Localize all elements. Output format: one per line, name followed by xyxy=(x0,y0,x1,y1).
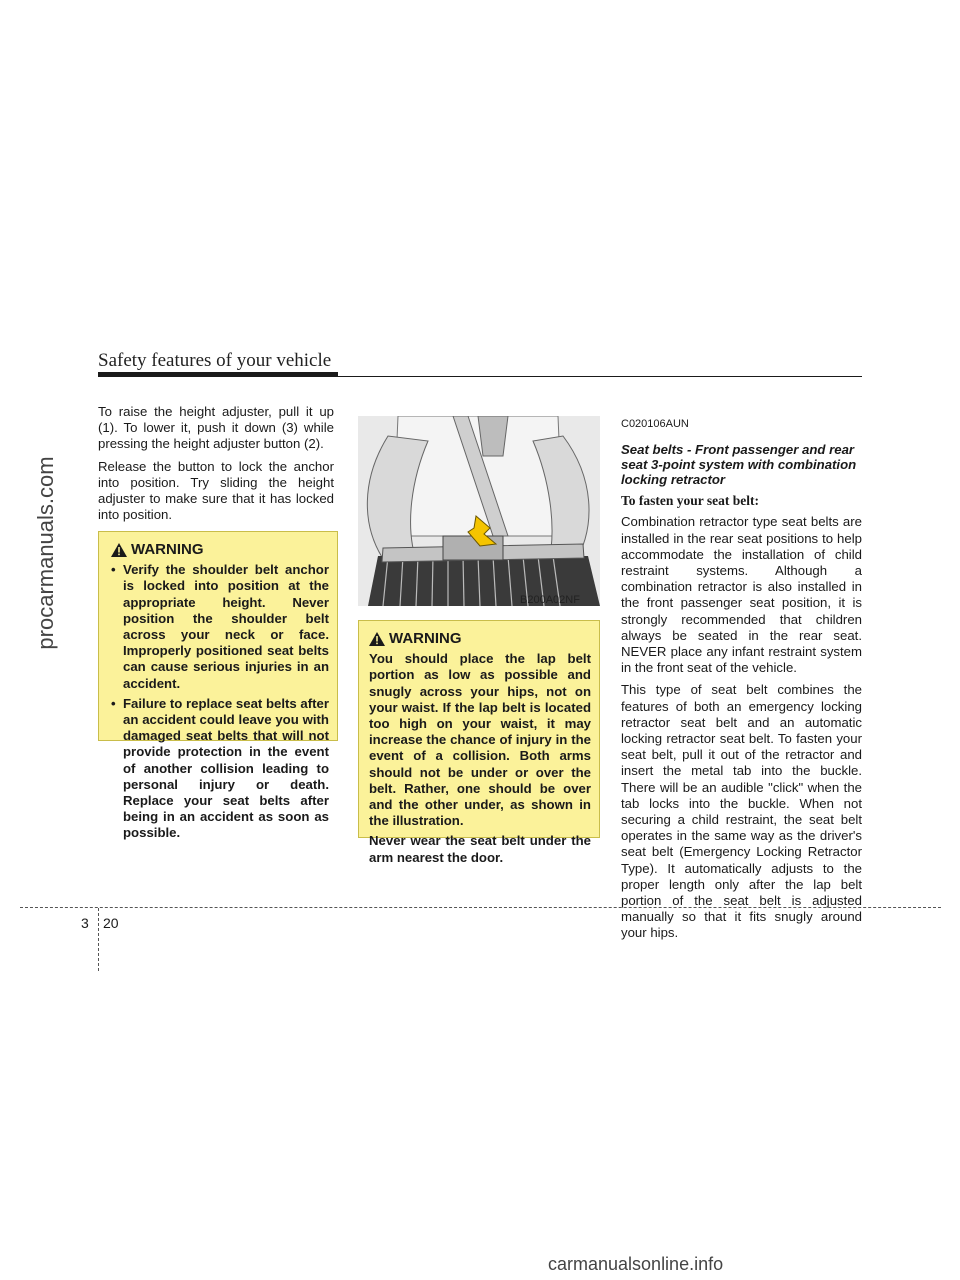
warning-box-lap-belt xyxy=(358,620,600,865)
fasten-heading: To fasten your seat belt: xyxy=(621,493,759,509)
warning-paragraph: You should place the lap belt portion as low as possible and snugly across your hips, not on your waist. If the lap belt is located too high on your waist, it may increase the chance of injury in the event of a collision. Both arms should not be under or over the belt. Rather, one should be over and the other under, as shown in the illustration. xyxy=(369,651,591,829)
warning-heading xyxy=(369,631,591,647)
illustration-code: B200A02NF xyxy=(520,594,580,606)
column-3-text xyxy=(621,416,862,948)
page-header-title: Safety features of your vehicle xyxy=(98,350,332,371)
footer-vertical-dashed-rule xyxy=(98,908,99,971)
section-code: C020106AUN xyxy=(621,418,689,430)
footer-dashed-rule xyxy=(20,907,941,908)
warning-list xyxy=(111,562,329,841)
paragraph-release-button: Release the button to lock the anchor into position. Try sliding the height adjuster to make sure that it has locked into position. xyxy=(98,458,334,523)
side-watermark: procarmanuals.com xyxy=(33,456,58,650)
section-subheading: Seat belts - Front passenger and rear seat 3-point system with combination locking retractor xyxy=(621,442,857,488)
warning-item: • Verify the shoulder belt anchor is locked into position at the appropriate height. Never position the shoulder belt across your neck or face. Improperly positioned seat belts can cause serious injuries in an accident. xyxy=(111,562,329,692)
warning-triangle-icon xyxy=(111,543,127,557)
page-number: 20 xyxy=(103,915,119,931)
paragraph-combination-retractor: Combination retractor type seat belts are installed in the rear seat positions to help accommodate the installation of child restraint systems. Although a combination retractor is also installed in the front passenger seat position, it is strongly recommended that children always be seated in the rear seat. NEVER place any infant restraint system in the front seat of the vehicle. xyxy=(621,514,862,676)
bottom-watermark: carmanualsonline.info xyxy=(548,1254,724,1274)
seat-belt-illustration xyxy=(358,416,600,606)
warning-paragraph: Never wear the seat belt under the arm nearest the door. xyxy=(369,833,591,865)
paragraph-height-adjuster: To raise the height adjuster, pull it up (1). To lower it, push it down (3) while pressing the height adjuster button (2). xyxy=(98,404,334,452)
warning-title: WARNING xyxy=(131,541,204,558)
warning-box-shoulder-belt xyxy=(98,531,338,841)
warning-heading xyxy=(111,542,329,558)
warning-item: • Failure to replace seat belts after an accident could leave you with damaged seat belts that will not provide protection in the event of another collision leading to personal injury or death. Replace your seat belts after being in an accident as soon as possible. xyxy=(111,696,329,842)
warning-triangle-icon xyxy=(369,632,385,646)
column-1-text xyxy=(98,404,334,529)
warning-title: WARNING xyxy=(389,630,462,647)
paragraph-belt-operation: This type of seat belt combines the features of both an emergency locking retractor seat belt and an automatic locking retractor seat belt. To fasten your seat belt, pull it out of the retractor and insert the metal tab into the buckle. There will be an audible "click" when the tab locks into the buckle. When not securing a child restraint, the seat belt operates in the same way as the driver's seat belt (Emergency Locking Retractor Type). It automatically adjusts to the proper length only after the lap belt portion of the seat belt is adjusted manually so that it fits snugly around your hips. xyxy=(621,682,862,941)
page-section-number: 3 xyxy=(81,915,89,931)
header-rule-thin xyxy=(98,376,862,377)
